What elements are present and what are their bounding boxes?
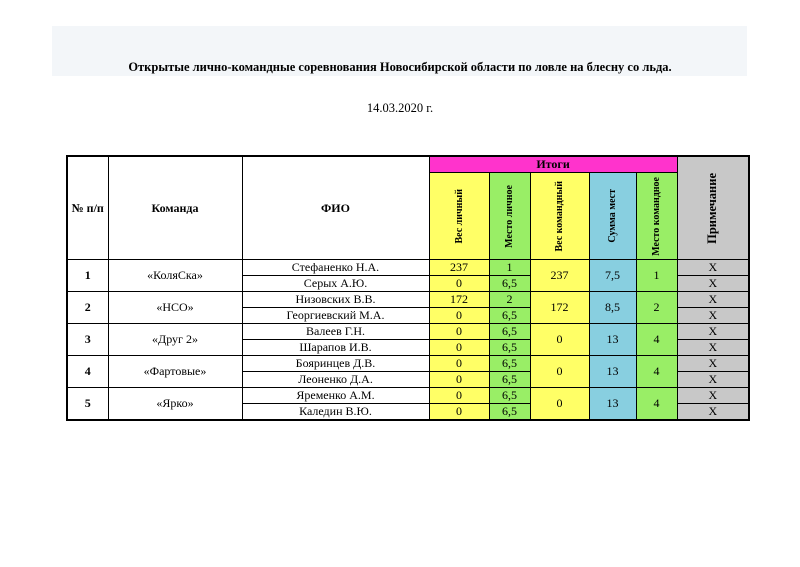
team-weight: 0: [530, 388, 589, 421]
team-sum-places: 13: [589, 356, 636, 388]
member-place: 6,5: [489, 324, 530, 340]
table-row: [67, 356, 749, 372]
team-sum-places: 7,5: [589, 260, 636, 292]
header-place-personal-cell: [489, 173, 530, 260]
member-fio: Низовских В.В.: [242, 292, 429, 308]
header-sum-places: Сумма мест: [607, 189, 618, 243]
member-fio: Георгиевский М.А.: [242, 308, 429, 324]
header-team: Команда: [108, 156, 242, 260]
member-fio: Леоненко Д.А.: [242, 372, 429, 388]
document-date: 14.03.2020 г.: [366, 101, 434, 115]
header-note: Примечание: [705, 172, 720, 244]
member-place: 6,5: [489, 276, 530, 292]
member-place: 6,5: [489, 340, 530, 356]
results-table: [66, 155, 750, 421]
team-number: 3: [67, 324, 108, 356]
team-place: 4: [636, 356, 677, 388]
team-place: 2: [636, 292, 677, 324]
header-fio: ФИО: [242, 156, 429, 260]
document-title: Открытые лично-командные соревнования Новосибирской области по ловле на блесну со льда.: [128, 60, 672, 74]
member-note: X: [677, 340, 749, 356]
header-place-team: Место командное: [651, 176, 663, 256]
team-weight: 0: [530, 324, 589, 356]
header-num: № п/п: [67, 156, 108, 260]
member-weight: 0: [429, 324, 489, 340]
team-number: 1: [67, 260, 108, 292]
team-name: «НСО»: [108, 292, 242, 324]
header-weight-personal: Вес личный: [453, 188, 465, 244]
member-weight: 0: [429, 372, 489, 388]
team-sum-places: 8,5: [589, 292, 636, 324]
member-fio: Стефаненко Н.А.: [242, 260, 429, 276]
team-name: «КоляСка»: [108, 260, 242, 292]
team-weight: 237: [530, 260, 589, 292]
team-number: 5: [67, 388, 108, 421]
member-fio: Каледин В.Ю.: [242, 404, 429, 421]
member-note: X: [677, 388, 749, 404]
header-sum-places-cell: [589, 173, 636, 260]
member-weight: 0: [429, 388, 489, 404]
member-place: 6,5: [489, 404, 530, 421]
member-place: 1: [489, 260, 530, 276]
member-weight: 237: [429, 260, 489, 276]
member-note: X: [677, 292, 749, 308]
table-row: [67, 260, 749, 276]
team-name: «Ярко»: [108, 388, 242, 421]
member-fio: Серых А.Ю.: [242, 276, 429, 292]
member-place: 6,5: [489, 356, 530, 372]
table-row: [67, 388, 749, 404]
member-note: X: [677, 260, 749, 276]
header-weight-personal-cell: [429, 173, 489, 260]
member-fio: Шарапов И.В.: [242, 340, 429, 356]
member-note: X: [677, 308, 749, 324]
member-weight: 0: [429, 356, 489, 372]
member-weight: 0: [429, 340, 489, 356]
member-note: X: [677, 404, 749, 421]
team-sum-places: 13: [589, 388, 636, 421]
member-place: 2: [489, 292, 530, 308]
member-weight: 172: [429, 292, 489, 308]
member-fio: Бояринцев Д.В.: [242, 356, 429, 372]
table-row: [67, 292, 749, 308]
member-place: 6,5: [489, 388, 530, 404]
team-place: 1: [636, 260, 677, 292]
team-place: 4: [636, 324, 677, 356]
team-number: 2: [67, 292, 108, 324]
member-place: 6,5: [489, 308, 530, 324]
member-note: X: [677, 372, 749, 388]
header-note-cell: [677, 156, 749, 260]
member-weight: 0: [429, 276, 489, 292]
team-sum-places: 13: [589, 324, 636, 356]
team-name: «Друг 2»: [108, 324, 242, 356]
team-weight: 0: [530, 356, 589, 388]
team-name: «Фартовые»: [108, 356, 242, 388]
member-fio: Валеев Г.Н.: [242, 324, 429, 340]
member-fio: Яременко А.М.: [242, 388, 429, 404]
team-place: 4: [636, 388, 677, 421]
member-note: X: [677, 276, 749, 292]
member-place: 6,5: [489, 372, 530, 388]
table-row: [67, 324, 749, 340]
header-weight-team: Вес командный: [554, 180, 565, 252]
header-place-team-cell: [636, 173, 677, 260]
header-itogi: Итоги: [429, 156, 677, 173]
member-weight: 0: [429, 404, 489, 421]
member-weight: 0: [429, 308, 489, 324]
header-weight-team-cell: [530, 173, 589, 260]
header-place-personal: Место личное: [504, 184, 515, 248]
member-note: X: [677, 356, 749, 372]
team-number: 4: [67, 356, 108, 388]
team-weight: 172: [530, 292, 589, 324]
member-note: X: [677, 324, 749, 340]
